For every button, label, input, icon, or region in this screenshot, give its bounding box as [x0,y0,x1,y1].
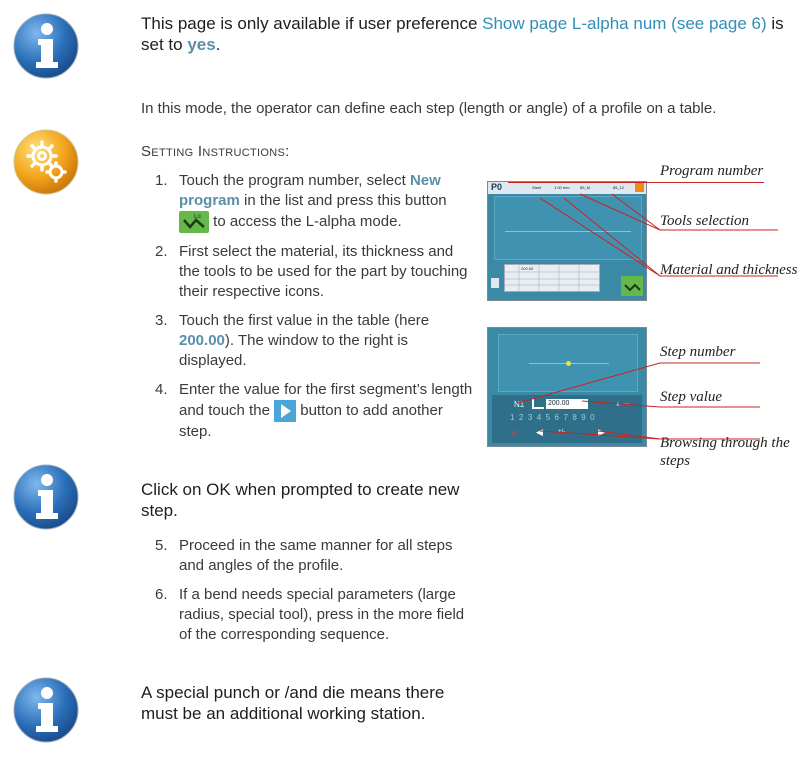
callout-step-value: Step value [660,389,723,405]
step-number: 4. [155,381,168,398]
step-number: 5. [155,537,168,554]
digit-key[interactable]: 9 [581,413,586,422]
digit-key[interactable]: 7 [563,413,568,422]
table-value-ref: 200.00 [179,332,225,349]
tool1-value[interactable]: 85_M [580,185,591,190]
material-value[interactable]: Steel [532,185,542,190]
step-number: 2. [155,243,168,260]
callout-step-number: Step number [660,344,736,360]
step-text: ). The window to the right is displayed. [179,332,409,369]
next-step-icon[interactable]: ▶ [598,427,605,437]
note-text: . [215,35,221,54]
info-icon [12,463,80,531]
availability-note [141,13,791,55]
callout-program-number: Program number [660,163,764,179]
thickness-value[interactable]: 1.00 mm [554,185,570,190]
steps-list [141,171,476,451]
digit-key[interactable]: 5 [545,413,551,422]
special-tool-note: A special punch or /and die means there must be an additional working station. [141,683,445,723]
info-icon [12,12,80,80]
callout-leader-lines-2 [510,355,770,445]
step-text: to access the L-alpha mode. [209,212,402,230]
settings-gear-icon [12,128,80,196]
callout-material-thickness: Material and thickness [660,262,798,278]
step-value-input[interactable]: 200.00 [546,399,588,409]
preference-value: yes [187,35,216,54]
list-item [141,171,476,233]
step-text: Proceed in the same manner for all steps and angles of the profile. [179,537,453,574]
note-text: is set to [141,14,784,54]
step-text: button to add another step. [179,401,443,440]
digit-key[interactable]: 1 [510,413,515,422]
step-text: Enter the value for the first segment’s length and touch the [179,381,473,419]
cancel-icon[interactable]: ✕ [510,428,518,438]
note-text: This page is only available if user preference [141,14,483,33]
step-number: 1. [155,172,168,189]
backspace-icon[interactable]: ⟵ [616,399,629,409]
sign-key[interactable]: +/- [558,429,566,435]
list-item [141,380,476,442]
digit-key[interactable]: 3 [527,413,533,422]
side-icon[interactable] [491,278,499,288]
step-text: First select the material, its thickness and the tools to be used for the part by touching their respective icons. [179,243,468,300]
step-text: If a bend needs special parameters (large radius, special tool), press in the more field of the corresponding sequence. [179,586,465,643]
create-step-note: Click on OK when prompted to create new step. [141,480,460,520]
l-alpha-button-icon[interactable] [179,211,209,233]
callout-tools-selection: Tools selection [660,213,750,229]
callout-line [508,182,764,183]
step-number-label: N1 [514,400,525,409]
step-number: 6. [155,586,168,603]
digit-key[interactable]: 0 [590,413,595,422]
step-text: in the list and press this button [239,192,447,209]
list-item [141,585,476,645]
setting-instructions-heading: Setting Instructions: [141,143,290,160]
next-arrow-icon[interactable] [274,400,296,422]
digit-key[interactable]: 6 [554,413,559,422]
info-icon [12,676,80,744]
program-number[interactable]: P0 [491,182,503,192]
steps-list-continued [141,536,476,654]
list-item [141,536,476,576]
step-text: Touch the program number, select [179,172,410,189]
digit-key[interactable]: 4 [536,413,542,422]
intro-paragraph: In this mode, the operator can define each step (length or angle) of a profile on a table. [141,100,717,117]
tool2-value[interactable]: 85_12 [613,185,625,190]
svg-text:Lα: Lα [194,214,201,220]
list-item [141,242,476,302]
preference-link[interactable]: Show page L-alpha num (see page 6) [482,14,767,33]
digit-key[interactable]: 8 [572,413,577,422]
table-cell-value[interactable]: 200.00 [521,266,534,271]
step-number: 3. [155,312,168,329]
list-item [141,311,476,371]
callout-browsing: Browsing through the steps [660,435,790,469]
new-program-link: New program [179,172,441,209]
step-text: Touch the first value in the table (here [179,312,430,329]
digit-key[interactable]: 2 [518,413,524,422]
previous-step-icon[interactable]: ◀ [536,427,543,437]
